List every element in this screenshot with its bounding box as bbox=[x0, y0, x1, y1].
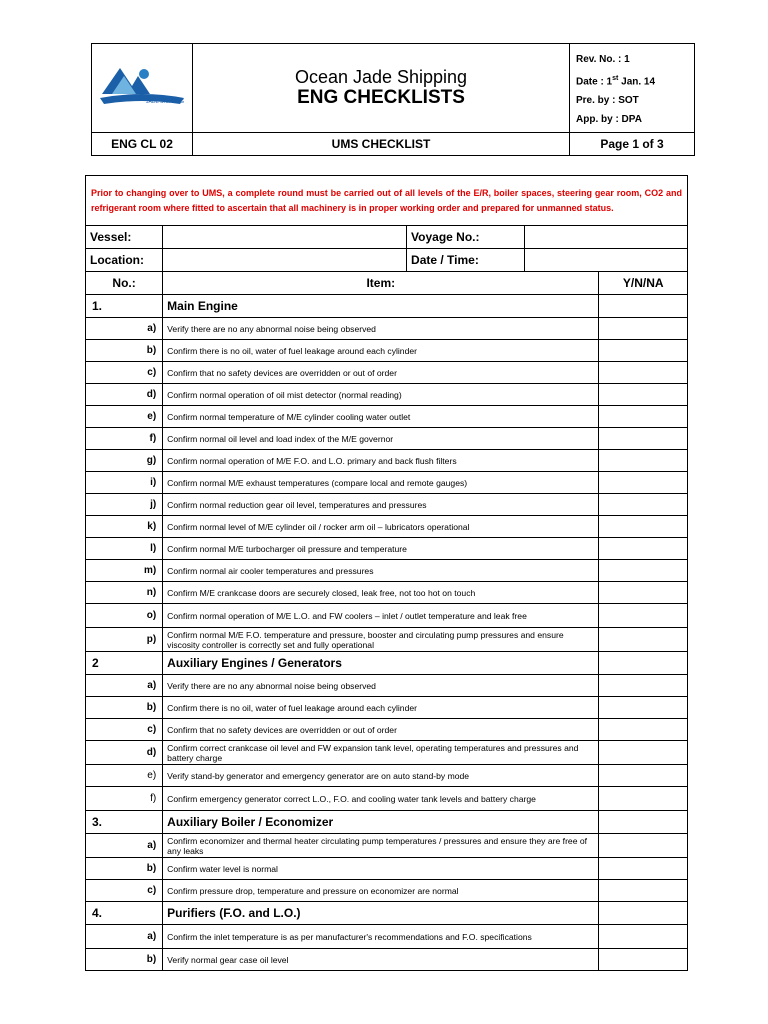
checklist-item-row bbox=[86, 697, 688, 719]
ynna-cell[interactable] bbox=[599, 516, 688, 538]
ynna-cell[interactable] bbox=[599, 902, 688, 925]
item-description: Confirm normal reduction gear oil level, temperatures and pressures bbox=[163, 494, 599, 516]
ynna-cell[interactable] bbox=[599, 675, 688, 697]
ynna-cell[interactable] bbox=[599, 834, 688, 858]
item-letter: b) bbox=[86, 949, 163, 971]
item-description: Confirm that no safety devices are overridden or out of order bbox=[163, 362, 599, 384]
vessel-field[interactable] bbox=[163, 226, 407, 249]
item-letter: l) bbox=[86, 538, 163, 560]
item-description: Confirm normal M/E F.O. temperature and pressure, booster and circulating pump pressures and ensure viscosity controller is correctly set and fully operational bbox=[163, 628, 599, 652]
svg-text:JADE SHIPPING: JADE SHIPPING bbox=[146, 98, 185, 105]
item-letter: a) bbox=[86, 925, 163, 949]
voyage-field[interactable] bbox=[525, 226, 688, 249]
item-letter: a) bbox=[86, 675, 163, 697]
item-letter: c) bbox=[86, 880, 163, 902]
item-letter: d) bbox=[86, 384, 163, 406]
datetime-label: Date / Time: bbox=[407, 249, 525, 272]
intro-instructions: Prior to changing over to UMS, a complete round must be carried out of all levels of the E/R, boiler spaces, steering gear room, CO2 and refrigerant room where fitted to ascertain that all machinery is in proper working order and prepared for unmanned status. bbox=[86, 176, 688, 226]
item-letter: a) bbox=[86, 834, 163, 858]
item-letter: a) bbox=[86, 318, 163, 340]
item-letter: c) bbox=[86, 719, 163, 741]
checklist-item-row bbox=[86, 858, 688, 880]
ynna-cell[interactable] bbox=[599, 295, 688, 318]
item-description: Confirm pressure drop, temperature and pressure on economizer are normal bbox=[163, 880, 599, 902]
checklist-item-row bbox=[86, 628, 688, 652]
checklist-item-row bbox=[86, 880, 688, 902]
title-block bbox=[193, 44, 570, 133]
item-description: Confirm normal operation of M/E L.O. and FW coolers – inlet / outlet temperature and leak free bbox=[163, 604, 599, 628]
checklist-item-row bbox=[86, 428, 688, 450]
item-description: Confirm M/E crankcase doors are securely closed, leak free, not too hot on touch bbox=[163, 582, 599, 604]
item-description: Confirm the inlet temperature is as per manufacturer's recommendations and F.O. specifications bbox=[163, 925, 599, 949]
item-description: Verify there are no any abnormal noise being observed bbox=[163, 675, 599, 697]
checklist-item-row bbox=[86, 362, 688, 384]
checklist-item-row bbox=[86, 949, 688, 971]
ynna-cell[interactable] bbox=[599, 604, 688, 628]
location-label: Location: bbox=[86, 249, 163, 272]
document-title: ENG CHECKLISTS bbox=[297, 87, 465, 108]
item-description: Confirm there is no oil, water of fuel leakage around each cylinder bbox=[163, 697, 599, 719]
section-number: 1. bbox=[86, 295, 163, 318]
company-logo bbox=[92, 44, 193, 133]
item-letter: p) bbox=[86, 628, 163, 652]
item-description: Confirm normal temperature of M/E cylinder cooling water outlet bbox=[163, 406, 599, 428]
checklist-item-row bbox=[86, 834, 688, 858]
ynna-cell[interactable] bbox=[599, 858, 688, 880]
column-no: No.: bbox=[86, 272, 163, 295]
item-letter: b) bbox=[86, 697, 163, 719]
item-description: Verify normal gear case oil level bbox=[163, 949, 599, 971]
checklist-item-row bbox=[86, 538, 688, 560]
item-letter: i) bbox=[86, 472, 163, 494]
document-name: UMS CHECKLIST bbox=[193, 133, 570, 156]
ynna-cell[interactable] bbox=[599, 406, 688, 428]
checklist-table bbox=[85, 175, 688, 971]
checklist-item-row bbox=[86, 675, 688, 697]
datetime-field[interactable] bbox=[525, 249, 688, 272]
checklist-item-row bbox=[86, 925, 688, 949]
ynna-cell[interactable] bbox=[599, 741, 688, 765]
checklist-item-row bbox=[86, 516, 688, 538]
checklist-item-row bbox=[86, 494, 688, 516]
item-letter: n) bbox=[86, 582, 163, 604]
item-description: Confirm economizer and thermal heater circulating pump temperatures / pressures and ensure they are free of any leaks bbox=[163, 834, 599, 858]
ynna-cell[interactable] bbox=[599, 494, 688, 516]
item-description: Confirm there is no oil, water of fuel leakage around each cylinder bbox=[163, 340, 599, 362]
ynna-cell[interactable] bbox=[599, 652, 688, 675]
section-title: Purifiers (F.O. and L.O.) bbox=[163, 902, 599, 925]
section-row bbox=[86, 652, 688, 675]
item-letter: f) bbox=[86, 428, 163, 450]
checklist-item-row bbox=[86, 384, 688, 406]
ynna-cell[interactable] bbox=[599, 765, 688, 787]
checklist-item-row bbox=[86, 604, 688, 628]
document-header bbox=[91, 43, 695, 156]
item-description: Confirm normal oil level and load index of the M/E governor bbox=[163, 428, 599, 450]
checklist-item-row bbox=[86, 787, 688, 811]
revision-number: Rev. No. : 1 bbox=[576, 54, 630, 65]
checklist-item-row bbox=[86, 318, 688, 340]
ynna-cell[interactable] bbox=[599, 362, 688, 384]
item-description: Verify stand-by generator and emergency generator are on auto stand-by mode bbox=[163, 765, 599, 787]
item-description: Confirm normal operation of oil mist detector (normal reading) bbox=[163, 384, 599, 406]
ynna-cell[interactable] bbox=[599, 925, 688, 949]
item-description: Confirm normal M/E exhaust temperatures (compare local and remote gauges) bbox=[163, 472, 599, 494]
ynna-cell[interactable] bbox=[599, 719, 688, 741]
page-number: Page 1 of 3 bbox=[570, 133, 695, 156]
ynna-cell[interactable] bbox=[599, 538, 688, 560]
section-row bbox=[86, 811, 688, 834]
column-ynna: Y/N/NA bbox=[599, 272, 688, 295]
item-description: Confirm normal operation of M/E F.O. and L.O. primary and back flush filters bbox=[163, 450, 599, 472]
company-name: Ocean Jade Shipping bbox=[294, 67, 468, 87]
ynna-cell[interactable] bbox=[599, 318, 688, 340]
item-letter: m) bbox=[86, 560, 163, 582]
ynna-cell[interactable] bbox=[599, 697, 688, 719]
voyage-label: Voyage No.: bbox=[407, 226, 525, 249]
item-letter: e) bbox=[86, 406, 163, 428]
item-description: Confirm normal level of M/E cylinder oil / rocker arm oil – lubricators operational bbox=[163, 516, 599, 538]
checklist-item-row bbox=[86, 472, 688, 494]
item-letter: g) bbox=[86, 450, 163, 472]
revision-block bbox=[570, 44, 695, 133]
ynna-cell[interactable] bbox=[599, 787, 688, 811]
item-letter: j) bbox=[86, 494, 163, 516]
section-title: Auxiliary Engines / Generators bbox=[163, 652, 599, 675]
ynna-cell[interactable] bbox=[599, 628, 688, 652]
document-code: ENG CL 02 bbox=[92, 133, 193, 156]
ynna-cell[interactable] bbox=[599, 384, 688, 406]
ynna-cell[interactable] bbox=[599, 811, 688, 834]
vessel-label: Vessel: bbox=[86, 226, 163, 249]
item-description: Confirm normal air cooler temperatures and pressures bbox=[163, 560, 599, 582]
section-row bbox=[86, 295, 688, 318]
checklist-item-row bbox=[86, 582, 688, 604]
ynna-cell[interactable] bbox=[599, 472, 688, 494]
item-letter: k) bbox=[86, 516, 163, 538]
ynna-cell[interactable] bbox=[599, 450, 688, 472]
item-description: Confirm that no safety devices are overridden or out of order bbox=[163, 719, 599, 741]
ynna-cell[interactable] bbox=[599, 582, 688, 604]
checklist-item-row bbox=[86, 765, 688, 787]
ynna-cell[interactable] bbox=[599, 560, 688, 582]
item-letter: o) bbox=[86, 604, 163, 628]
item-letter: b) bbox=[86, 858, 163, 880]
item-letter: f) bbox=[86, 787, 163, 811]
section-number: 2 bbox=[86, 652, 163, 675]
revision-date: Date : 1st Jan. 14 bbox=[576, 75, 656, 88]
ynna-cell[interactable] bbox=[599, 880, 688, 902]
item-description: Verify there are no any abnormal noise being observed bbox=[163, 318, 599, 340]
item-description: Confirm water level is normal bbox=[163, 858, 599, 880]
checklist-item-row bbox=[86, 560, 688, 582]
checklist-item-row bbox=[86, 741, 688, 765]
approved-by: App. by : DPA bbox=[576, 114, 642, 126]
checklist-item-row bbox=[86, 450, 688, 472]
checklist-item-row bbox=[86, 340, 688, 362]
item-letter: c) bbox=[86, 362, 163, 384]
section-number: 4. bbox=[86, 902, 163, 925]
ynna-cell[interactable] bbox=[599, 949, 688, 971]
prepared-by: Pre. by : SOT bbox=[576, 95, 639, 107]
item-letter: b) bbox=[86, 340, 163, 362]
section-title: Main Engine bbox=[163, 295, 599, 318]
item-description: Confirm emergency generator correct L.O., F.O. and cooling water tank levels and battery charge bbox=[163, 787, 599, 811]
location-field[interactable] bbox=[163, 249, 407, 272]
checklist-item-row bbox=[86, 719, 688, 741]
section-title: Auxiliary Boiler / Economizer bbox=[163, 811, 599, 834]
item-description: Confirm correct crankcase oil level and FW expansion tank level, operating temperatures and pressures and battery charge bbox=[163, 741, 599, 765]
ship-logo-icon bbox=[92, 46, 192, 126]
ynna-cell[interactable] bbox=[599, 340, 688, 362]
item-letter: e) bbox=[86, 765, 163, 787]
item-description: Confirm normal M/E turbocharger oil pressure and temperature bbox=[163, 538, 599, 560]
section-row bbox=[86, 902, 688, 925]
checklist-item-row bbox=[86, 406, 688, 428]
column-item: Item: bbox=[163, 272, 599, 295]
item-letter: d) bbox=[86, 741, 163, 765]
ynna-cell[interactable] bbox=[599, 428, 688, 450]
section-number: 3. bbox=[86, 811, 163, 834]
